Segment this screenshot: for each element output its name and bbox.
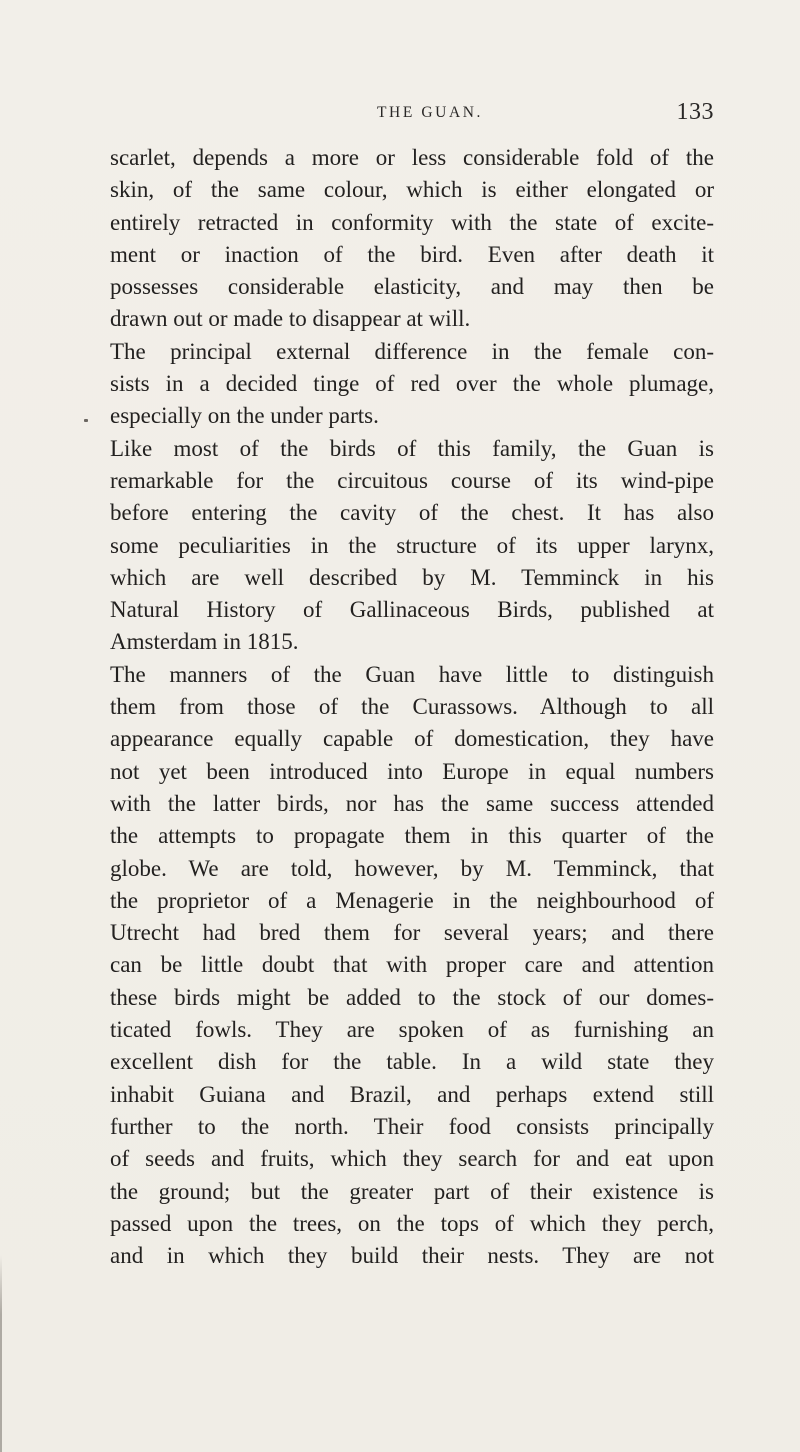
text-line: these birds might be added to the stock of our domes-: [110, 984, 714, 1010]
text-line: with the latter birds, nor has the same success attended: [110, 790, 714, 816]
text-line: scarlet, depends a more or less considerable fold of the: [110, 145, 714, 170]
text-line: skin, of the same colour, which is either elongated or: [110, 177, 714, 203]
text-line: Natural History of Gallinaceous Birds, published at: [110, 597, 714, 623]
text-line: before entering the cavity of the chest. It has also: [110, 500, 714, 526]
text-line: globe. We are told, however, by M. Temminck, that: [110, 855, 714, 881]
text-line: Utrecht had bred them for several years; and there: [110, 920, 714, 946]
text-line: inhabit Guiana and Brazil, and perhaps extend still: [110, 1081, 714, 1107]
text-line: drawn out or made to disappear at will.: [110, 306, 471, 332]
text-line: ment or inaction of the bird. Even after death it: [110, 241, 714, 267]
text-line: of seeds and fruits, which they search for and eat upon: [110, 1146, 714, 1172]
text-line: the attempts to propagate them in this quarter of the: [110, 823, 714, 849]
text-line: not yet been introduced into Europe in equal numbers: [110, 758, 714, 784]
text-line: The manners of the Guan have little to distinguish: [110, 661, 714, 687]
text-line: entirely retracted in conformity with the state of excite-: [110, 209, 714, 235]
text-line: further to the north. Their food consists principally: [110, 1113, 714, 1139]
body-text: [110, 142, 714, 1272]
text-line: some peculiarities in the structure of its upper larynx,: [110, 532, 714, 558]
text-line: ticated fowls. They are spoken of as furnishing an: [110, 1017, 714, 1043]
text-line: which are well described by M. Temminck in his: [110, 564, 714, 590]
text-line: sists in a decided tinge of red over the whole plumage,: [110, 371, 714, 397]
text-line: appearance equally capable of domestication, they have: [110, 726, 714, 752]
margin-shadow: [0, 1255, 2, 1452]
text-line: them from those of the Curassows. Although to all: [110, 694, 714, 720]
text-line: the ground; but the greater part of their existence is: [110, 1178, 714, 1204]
text-line: possesses considerable elasticity, and may then be: [110, 274, 714, 300]
text-line: remarkable for the circuitous course of its wind-pipe: [110, 467, 714, 493]
page-header: [110, 98, 714, 132]
text-line: especially on the under parts.: [110, 403, 379, 429]
text-line: can be little doubt that with proper care and attention: [110, 952, 714, 978]
text-line: the proprietor of a Menagerie in the neighbourhood of: [110, 887, 714, 913]
text-line: excellent dish for the table. In a wild state they: [110, 1049, 714, 1075]
text-line: Amsterdam in 1815.: [110, 629, 299, 655]
margin-mark: [84, 419, 88, 422]
text-line: The principal external difference in the female con-: [110, 338, 714, 364]
page-number: 133: [676, 99, 714, 125]
text-line: passed upon the trees, on the tops of which they perch,: [110, 1210, 714, 1236]
text-line: Like most of the birds of this family, the Guan is: [110, 435, 714, 461]
running-head: THE GUAN.: [376, 104, 484, 121]
text-line: and in which they build their nests. They are not: [110, 1243, 714, 1269]
